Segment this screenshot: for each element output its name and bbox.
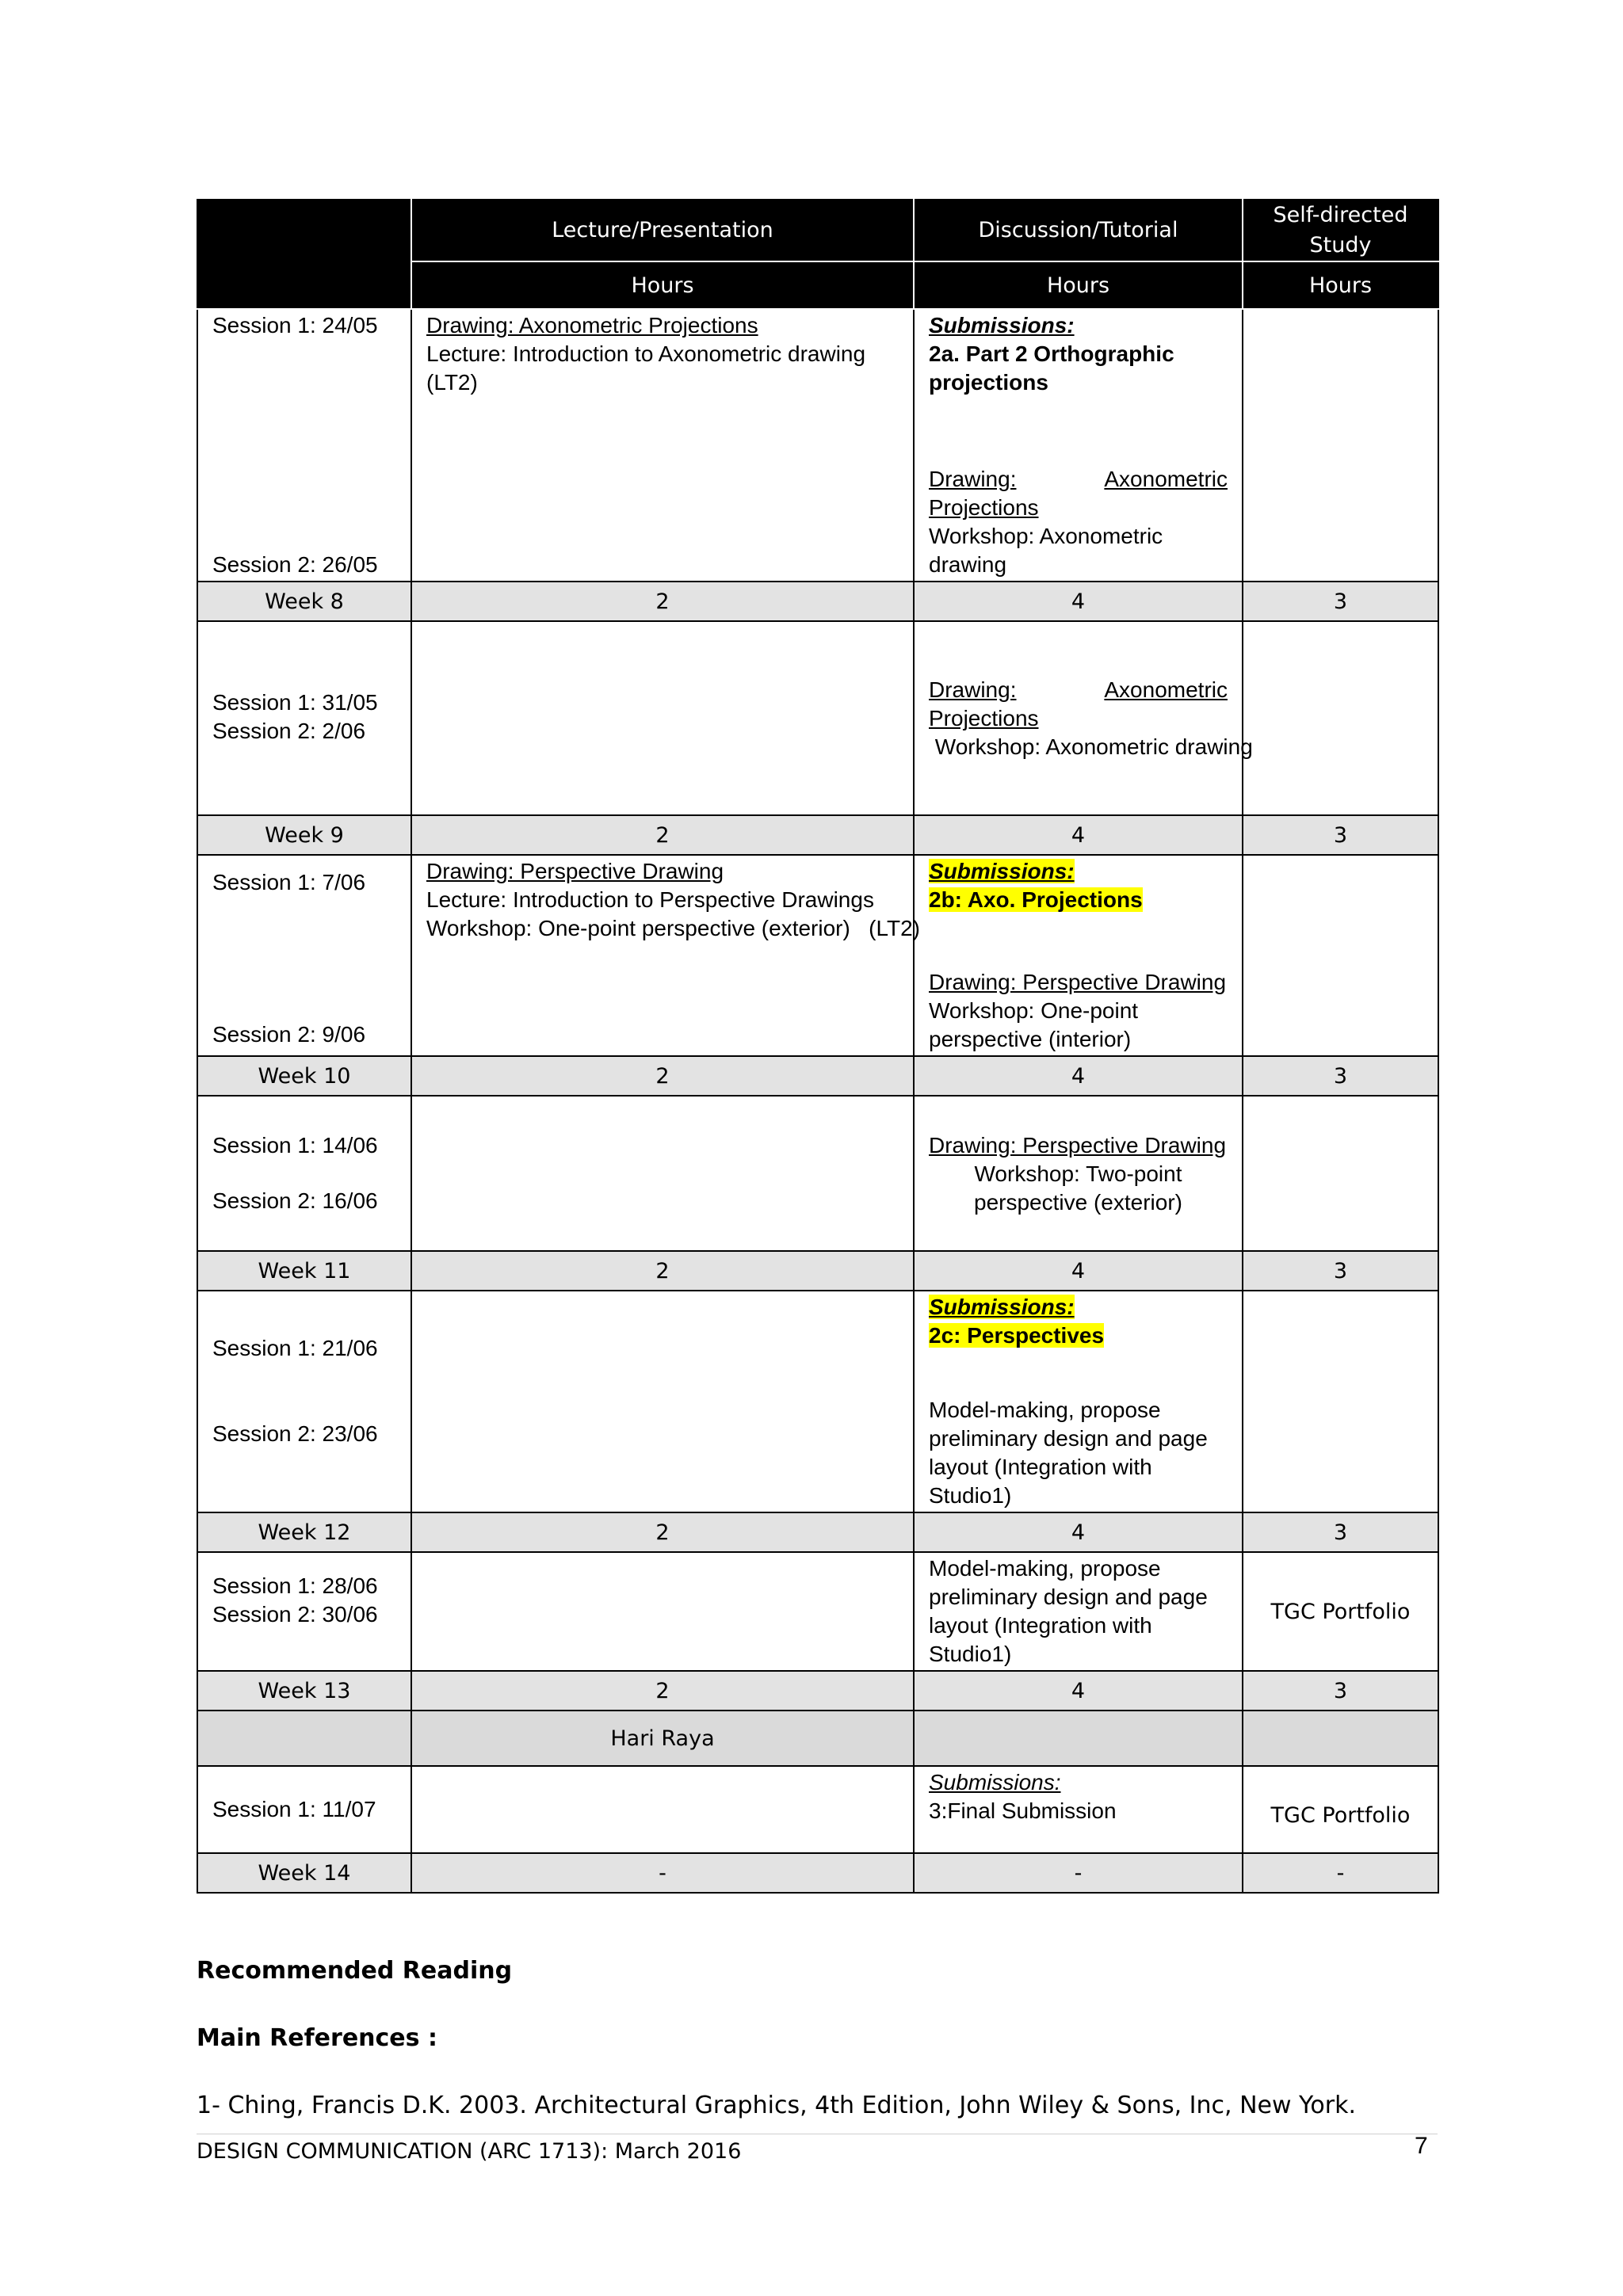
week-label: Week 13 [197, 1671, 411, 1711]
session-2: Session 2: 26/05 [212, 552, 378, 577]
submission-item: 3:Final Submission [929, 1798, 1117, 1823]
schedule-row [197, 621, 1438, 815]
reference-item: 1- Ching, Francis D.K. 2003. Architectural Graphics, 4th Edition, John Wiley & Sons, Inc, New York. [197, 2092, 1356, 2119]
discussion-cell [914, 309, 1243, 582]
week-self-hours: - [1243, 1853, 1438, 1893]
lecture-cell [411, 855, 920, 1056]
session-cell [197, 1552, 411, 1671]
workshop-line: Workshop: One-point [929, 998, 1139, 1023]
lecture-cell [411, 621, 914, 815]
lecture-line: Lecture: Introduction to Axonometric drawing (LT2) [426, 341, 866, 395]
header-blank-cell [197, 200, 411, 309]
week-row [197, 582, 1438, 621]
lecture-cell [411, 1766, 914, 1853]
week-lecture-hours: - [411, 1853, 914, 1893]
session-cell [197, 1291, 411, 1512]
lecture-topic: Drawing: Axonometric Projections [426, 313, 758, 338]
self-study-cell: TGC Portfolio [1243, 1766, 1438, 1853]
week-row [197, 815, 1438, 855]
submission-item: projections [929, 370, 1048, 395]
week-label: Week 14 [197, 1853, 411, 1893]
session-2: Session 2: 16/06 [212, 1188, 378, 1213]
submissions-label: Submissions: [929, 1295, 1075, 1319]
page-number: 7 [1415, 2133, 1428, 2159]
lecture-line: Workshop: One-point perspective (exterior) (LT2) [426, 916, 920, 940]
self-study-cell [1243, 1096, 1438, 1251]
week-lecture-hours: 2 [411, 815, 914, 855]
holiday-blank [197, 1711, 411, 1766]
self-study-cell [1243, 1291, 1438, 1512]
week-lecture-hours: 2 [411, 1671, 914, 1711]
holiday-blank [914, 1711, 1243, 1766]
week-label: Week 11 [197, 1251, 411, 1291]
drawing-topic: Drawing: Perspective Drawing [929, 970, 1227, 994]
holiday-label: Hari Raya [411, 1711, 914, 1766]
session-2: Session 2: 9/06 [212, 1022, 366, 1047]
model-making-line: layout (Integration with Studio1) [929, 1455, 1152, 1508]
drawing-topic-cont: Projections [929, 706, 1039, 730]
lecture-cell [411, 1291, 914, 1512]
week-label: Week 9 [197, 815, 411, 855]
self-study-cell [1243, 855, 1438, 1056]
submissions-label: Submissions: [929, 859, 1075, 883]
header-lecture: Lecture/Presentation [411, 200, 914, 261]
header-hours-self: Hours [1243, 261, 1438, 309]
session-2: Session 2: 2/06 [212, 719, 366, 743]
week-label: Week 10 [197, 1056, 411, 1096]
week-self-hours: 3 [1243, 1056, 1438, 1096]
schedule-row [197, 1291, 1438, 1512]
workshop-line: Workshop: Axonometric drawing [929, 734, 1253, 759]
week-self-hours: 3 [1243, 582, 1438, 621]
week-lecture-hours: 2 [411, 582, 914, 621]
header-discussion: Discussion/Tutorial [914, 200, 1243, 261]
session-1: Session 1: 7/06 [212, 870, 366, 894]
week-discussion-hours: 4 [914, 1251, 1243, 1291]
schedule-row [197, 1552, 1438, 1671]
week-self-hours: 3 [1243, 815, 1438, 855]
holiday-row [197, 1711, 1438, 1766]
recommended-reading-heading: Recommended Reading [197, 1957, 513, 1985]
week-discussion-hours: 4 [914, 815, 1243, 855]
discussion-cell [914, 1291, 1243, 1512]
self-study-cell: TGC Portfolio [1243, 1552, 1438, 1671]
session-cell [197, 1096, 411, 1251]
header-hours-lecture: Hours [411, 261, 914, 309]
lecture-cell [411, 1552, 914, 1671]
model-making-line: preliminary design and page [929, 1585, 1208, 1609]
week-label: Week 12 [197, 1512, 411, 1552]
schedule-row [197, 1766, 1438, 1853]
submission-item: 2b: Axo. Projections [929, 887, 1143, 912]
drawing-topic: Drawing: Perspective Drawing [929, 1133, 1227, 1158]
model-making-line: Model-making, propose [929, 1398, 1161, 1422]
week-self-hours: 3 [1243, 1251, 1438, 1291]
schedule-row [197, 1096, 1438, 1251]
schedule-row [197, 309, 1438, 582]
week-row [197, 1853, 1438, 1893]
week-row [197, 1512, 1438, 1552]
discussion-cell [914, 1766, 1243, 1853]
schedule-row [197, 855, 1438, 1056]
session-cell [197, 309, 411, 582]
session-1: Session 1: 14/06 [212, 1133, 378, 1158]
model-making-line: preliminary design and page [929, 1426, 1208, 1451]
workshop-line: perspective (exterior) [974, 1190, 1182, 1215]
self-study-cell [1243, 621, 1438, 815]
header-self-directed: Self-directed Study [1243, 200, 1438, 261]
header-hours-discussion: Hours [914, 261, 1243, 309]
week-discussion-hours: 4 [914, 582, 1243, 621]
self-study-cell [1243, 309, 1438, 582]
week-discussion-hours: 4 [914, 1671, 1243, 1711]
lecture-topic: Drawing: Perspective Drawing [426, 859, 724, 883]
drawing-topic-cont: Projections [929, 495, 1039, 520]
main-references-heading: Main References : [197, 2024, 437, 2052]
week-discussion-hours: 4 [914, 1056, 1243, 1096]
drawing-topic: Drawing: Axonometric [929, 677, 1228, 702]
schedule-table [197, 199, 1439, 1894]
session-1: Session 1: 31/05 [212, 690, 378, 715]
drawing-topic: Drawing: Axonometric [929, 467, 1228, 491]
session-cell [197, 855, 411, 1056]
week-lecture-hours: 2 [411, 1251, 914, 1291]
week-label: Week 8 [197, 582, 411, 621]
submissions-label: Submissions: [929, 1770, 1061, 1794]
session-cell [197, 1766, 411, 1853]
submission-item: 2a. Part 2 Orthographic [929, 341, 1174, 366]
submission-item: 2c: Perspectives [929, 1323, 1105, 1348]
session-2: Session 2: 30/06 [212, 1602, 378, 1627]
submissions-label: Submissions: [929, 313, 1075, 338]
week-self-hours: 3 [1243, 1512, 1438, 1552]
workshop-line: Workshop: Axonometric drawing [929, 524, 1163, 577]
discussion-cell [914, 1552, 1243, 1671]
footer-course: DESIGN COMMUNICATION (ARC 1713): March 2016 [197, 2139, 742, 2164]
holiday-blank [1243, 1711, 1438, 1766]
session-1: Session 1: 11/07 [212, 1797, 376, 1821]
session-2: Session 2: 23/06 [212, 1421, 378, 1446]
lecture-cell [411, 1096, 914, 1251]
model-making-line: Model-making, propose [929, 1556, 1161, 1581]
lecture-line: Lecture: Introduction to Perspective Drawings [426, 887, 874, 912]
lecture-cell [411, 309, 914, 582]
week-self-hours: 3 [1243, 1671, 1438, 1711]
session-cell [197, 621, 411, 815]
week-row [197, 1056, 1438, 1096]
discussion-cell [914, 855, 1243, 1056]
week-row [197, 1671, 1438, 1711]
discussion-cell [914, 1096, 1243, 1251]
week-discussion-hours: 4 [914, 1512, 1243, 1552]
model-making-line: layout (Integration with Studio1) [929, 1613, 1152, 1666]
session-1: Session 1: 28/06 [212, 1573, 378, 1598]
week-lecture-hours: 2 [411, 1512, 914, 1552]
week-row [197, 1251, 1438, 1291]
session-1: Session 1: 24/05 [212, 313, 378, 338]
workshop-line: Workshop: Two-point [974, 1161, 1182, 1186]
session-1: Session 1: 21/06 [212, 1336, 378, 1360]
week-lecture-hours: 2 [411, 1056, 914, 1096]
week-discussion-hours: - [914, 1853, 1243, 1893]
workshop-line: perspective (interior) [929, 1027, 1132, 1051]
discussion-cell [914, 621, 1253, 815]
